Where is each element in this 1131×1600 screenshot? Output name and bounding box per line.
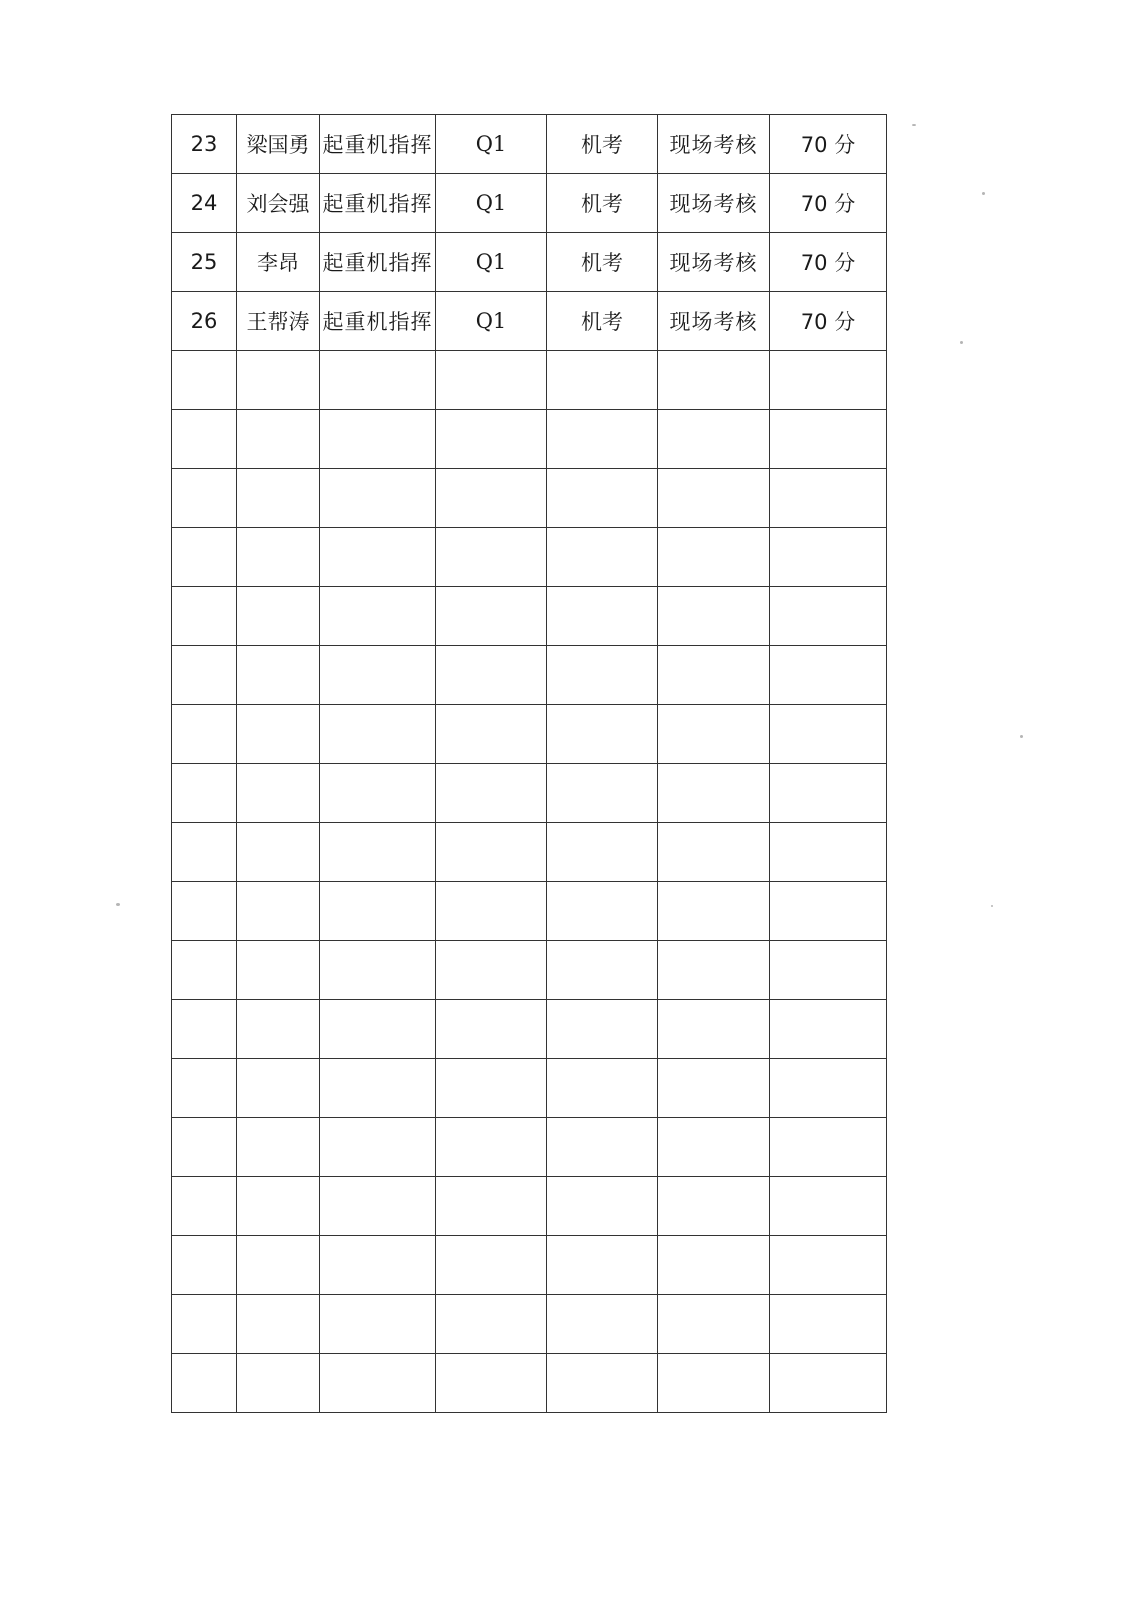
cell-number: 26 [172,292,237,351]
empty-cell [237,528,320,587]
scan-speck [960,341,963,344]
cell-name: 李昂 [237,233,320,292]
empty-cell [172,1354,237,1413]
empty-cell [172,1236,237,1295]
scan-speck [912,124,916,126]
empty-cell [237,351,320,410]
exam-roster-table [171,114,887,1413]
empty-cell [658,1295,770,1354]
empty-cell [237,1059,320,1118]
empty-table-row [172,1059,887,1118]
empty-cell [658,1236,770,1295]
empty-cell [770,764,887,823]
empty-cell [436,764,547,823]
empty-table-row [172,764,887,823]
scan-speck [116,903,120,906]
empty-cell [770,1000,887,1059]
cell-level: Q1 [436,174,547,233]
empty-cell [237,1000,320,1059]
empty-cell [770,1177,887,1236]
cell-level: Q1 [436,292,547,351]
empty-cell [172,469,237,528]
empty-cell [547,1295,658,1354]
empty-cell [770,823,887,882]
empty-cell [547,469,658,528]
empty-cell [436,587,547,646]
cell-theory-exam: 机考 [547,233,658,292]
empty-cell [436,469,547,528]
empty-cell [436,1354,547,1413]
empty-table-row [172,823,887,882]
cell-practical-exam: 现场考核 [658,115,770,174]
empty-cell [237,469,320,528]
empty-cell [770,1118,887,1177]
empty-cell [172,351,237,410]
table-body [172,115,887,1413]
empty-table-row [172,1177,887,1236]
empty-cell [237,1295,320,1354]
empty-cell [658,646,770,705]
empty-cell [436,410,547,469]
empty-cell [320,1354,436,1413]
cell-job-type: 起重机指挥 [320,174,436,233]
empty-cell [547,410,658,469]
empty-cell [436,823,547,882]
empty-cell [320,1236,436,1295]
table-row [172,174,887,233]
empty-cell [770,941,887,1000]
empty-cell [237,1177,320,1236]
empty-cell [320,823,436,882]
empty-table-row [172,351,887,410]
cell-name: 梁国勇 [237,115,320,174]
empty-cell [320,705,436,764]
empty-cell [658,1059,770,1118]
empty-cell [172,646,237,705]
empty-table-row [172,587,887,646]
cell-theory-exam: 机考 [547,174,658,233]
table-row [172,233,887,292]
cell-number: 23 [172,115,237,174]
empty-cell [658,351,770,410]
empty-table-row [172,1236,887,1295]
empty-cell [658,1118,770,1177]
empty-cell [436,1295,547,1354]
empty-cell [547,1059,658,1118]
empty-cell [658,587,770,646]
empty-cell [320,882,436,941]
empty-cell [172,882,237,941]
empty-cell [436,351,547,410]
cell-number: 25 [172,233,237,292]
cell-score: 70 分 [770,174,887,233]
empty-cell [658,469,770,528]
cell-job-type: 起重机指挥 [320,233,436,292]
empty-table-row [172,882,887,941]
empty-cell [547,1118,658,1177]
empty-cell [436,1059,547,1118]
empty-cell [658,1177,770,1236]
empty-cell [436,941,547,1000]
empty-cell [770,410,887,469]
empty-cell [658,410,770,469]
empty-cell [436,882,547,941]
empty-cell [770,705,887,764]
empty-cell [320,1295,436,1354]
empty-cell [658,823,770,882]
empty-cell [547,351,658,410]
empty-cell [547,1354,658,1413]
empty-cell [770,646,887,705]
empty-cell [436,1177,547,1236]
empty-cell [237,410,320,469]
empty-table-row [172,1118,887,1177]
empty-cell [320,410,436,469]
empty-cell [172,1000,237,1059]
empty-cell [770,882,887,941]
empty-cell [658,1354,770,1413]
empty-cell [436,1000,547,1059]
empty-cell [547,882,658,941]
empty-cell [658,764,770,823]
empty-cell [770,1236,887,1295]
empty-table-row [172,941,887,1000]
empty-cell [320,941,436,1000]
cell-score: 70 分 [770,292,887,351]
cell-practical-exam: 现场考核 [658,174,770,233]
empty-table-row [172,1295,887,1354]
empty-cell [436,528,547,587]
empty-cell [172,587,237,646]
empty-table-row [172,705,887,764]
empty-cell [237,1118,320,1177]
table-row [172,292,887,351]
empty-cell [658,528,770,587]
empty-cell [320,1177,436,1236]
empty-cell [237,1236,320,1295]
empty-cell [237,1354,320,1413]
cell-score: 70 分 [770,115,887,174]
empty-cell [436,705,547,764]
empty-cell [436,1118,547,1177]
empty-cell [770,1059,887,1118]
cell-job-type: 起重机指挥 [320,292,436,351]
empty-cell [320,469,436,528]
cell-number: 24 [172,174,237,233]
scan-speck [991,905,993,907]
empty-cell [172,705,237,764]
cell-theory-exam: 机考 [547,292,658,351]
empty-cell [320,646,436,705]
empty-cell [320,528,436,587]
cell-level: Q1 [436,233,547,292]
empty-cell [320,764,436,823]
scan-speck [982,192,985,195]
empty-cell [172,1059,237,1118]
empty-cell [770,587,887,646]
empty-cell [547,705,658,764]
empty-cell [320,1000,436,1059]
empty-table-row [172,410,887,469]
cell-name: 刘会强 [237,174,320,233]
empty-cell [237,705,320,764]
empty-cell [547,1000,658,1059]
empty-cell [172,1177,237,1236]
empty-cell [547,941,658,1000]
empty-cell [320,351,436,410]
cell-name: 王帮涛 [237,292,320,351]
empty-cell [172,410,237,469]
empty-cell [436,646,547,705]
cell-level: Q1 [436,115,547,174]
empty-cell [658,882,770,941]
empty-cell [436,1236,547,1295]
empty-cell [770,1295,887,1354]
empty-cell [172,1295,237,1354]
cell-practical-exam: 现场考核 [658,233,770,292]
empty-cell [320,587,436,646]
empty-cell [237,882,320,941]
empty-cell [172,941,237,1000]
empty-table-row [172,646,887,705]
empty-cell [547,1177,658,1236]
empty-cell [770,528,887,587]
empty-cell [658,1000,770,1059]
empty-cell [172,528,237,587]
empty-table-row [172,1354,887,1413]
empty-cell [770,351,887,410]
empty-cell [547,823,658,882]
empty-table-row [172,1000,887,1059]
empty-cell [320,1118,436,1177]
empty-cell [237,646,320,705]
empty-table-row [172,528,887,587]
empty-cell [770,1354,887,1413]
empty-cell [237,587,320,646]
empty-cell [547,1236,658,1295]
empty-cell [770,469,887,528]
empty-cell [658,705,770,764]
scan-speck [1020,735,1023,738]
empty-cell [237,823,320,882]
cell-theory-exam: 机考 [547,115,658,174]
empty-cell [237,941,320,1000]
cell-practical-exam: 现场考核 [658,292,770,351]
empty-table-row [172,469,887,528]
table-row [172,115,887,174]
empty-cell [237,764,320,823]
empty-cell [320,1059,436,1118]
empty-cell [547,764,658,823]
empty-cell [547,646,658,705]
empty-cell [658,941,770,1000]
cell-job-type: 起重机指挥 [320,115,436,174]
empty-cell [547,528,658,587]
empty-cell [547,587,658,646]
cell-score: 70 分 [770,233,887,292]
empty-cell [172,823,237,882]
empty-cell [172,764,237,823]
empty-cell [172,1118,237,1177]
